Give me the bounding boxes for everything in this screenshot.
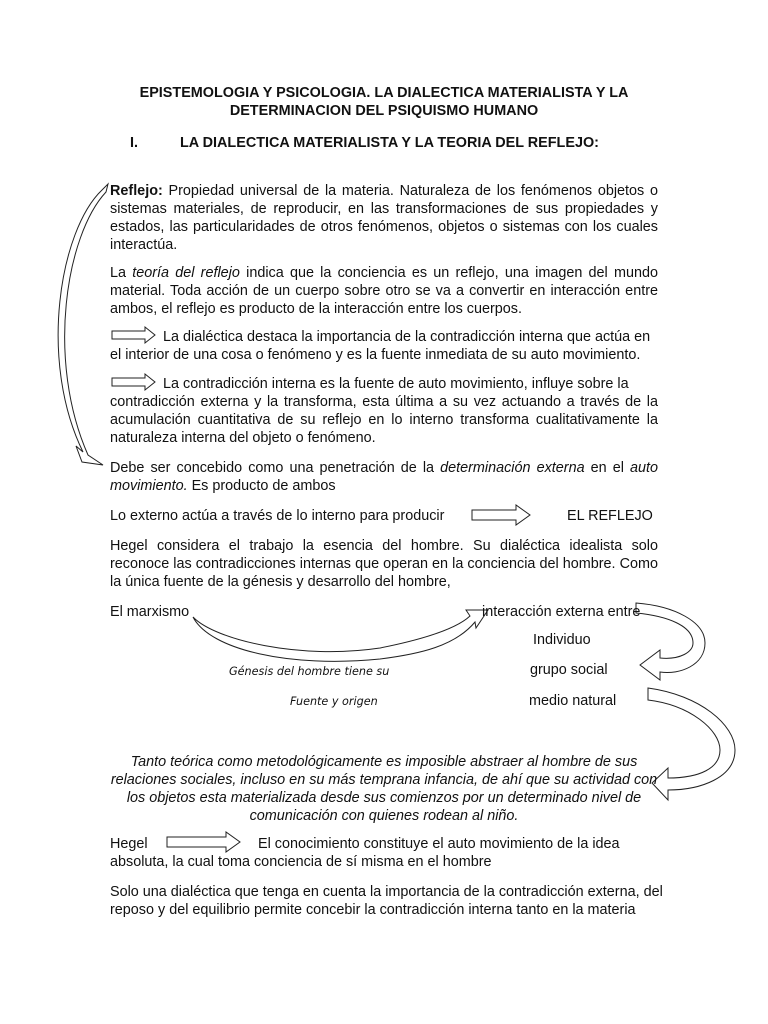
el-reflejo-label: EL REFLEJO bbox=[567, 508, 653, 524]
auto-movimiento: auto movimiento. bbox=[110, 460, 659, 494]
right-arrow-icon bbox=[167, 832, 240, 852]
paragraph-teoria bbox=[110, 264, 658, 318]
dialectica-final-line-1: Solo una dialéctica que tenga en cuenta la importancia de la contradicción externa, del bbox=[110, 884, 663, 900]
determinacion-externa: determinación externa bbox=[440, 460, 585, 476]
medio-natural-item: medio natural bbox=[529, 693, 617, 709]
curved-arrow-right-icon bbox=[636, 603, 705, 680]
conocimiento-second-line: absoluta, la cual toma conciencia de sí misma en el hombre bbox=[110, 854, 492, 870]
teoria-emphasis: teoría del reflejo bbox=[132, 265, 240, 281]
curved-arrow-bottom-icon bbox=[193, 610, 488, 661]
externo-line: Lo externo actúa a través de lo interno para producir bbox=[110, 508, 445, 524]
contradiccion-rest: contradicción externa y la transforma, esta última a su vez actuando a través de la acumulación cuantitativa de su reflejo en lo interno transforma cualitativamente la naturaleza interna del objeto o fenómeno. bbox=[110, 394, 658, 446]
section-heading: LA DIALECTICA MATERIALISTA Y LA TEORIA DEL REFLEJO: bbox=[180, 135, 599, 151]
grupo-social-item: grupo social bbox=[530, 662, 608, 678]
teoria-post: indica que la conciencia es un reflejo, una imagen del mundo material. Toda acción de un cuerpo sobre otro se va a convertir en interacción entre ambos, el reflejo es producto de la interacción entre los cuerpos. bbox=[110, 265, 658, 317]
genesis-note: Génesis del hombre tiene su bbox=[229, 665, 390, 678]
paragraph-hegel-trabajo: Hegel considera el trabajo la esencia del hombre. Su dialéctica idealista solo reconoce las contradicciones internas que operan en la conciencia del hombre. Como la única fuente de la génesis y desarrollo del hombre, bbox=[110, 538, 658, 590]
reflejo-definition: Propiedad universal de la materia. Naturaleza de los fenómenos objetos o sistemas materiales, de reproducir, en las transformaciones de sus propiedades y estados, las particularidades de otros fenómenos, objetos o sistemas con los cuales interactúa. bbox=[110, 183, 658, 253]
reflejo-label: Reflejo: bbox=[110, 183, 163, 199]
paragraph-debe-ser bbox=[110, 459, 658, 495]
quote-line-2: relaciones sociales, incluso en su más temprana infancia, de ahí que su actividad con bbox=[110, 772, 658, 788]
individuo-item: Individuo bbox=[533, 632, 591, 648]
teoria-pre: La bbox=[110, 265, 133, 281]
curved-arrow-left-icon bbox=[58, 184, 108, 465]
debe-ser-a: Debe ser concebido como una penetración de la bbox=[110, 460, 441, 476]
title-line-1: EPISTEMOLOGIA Y PSICOLOGIA. LA DIALECTICA MATERIALISTA Y LA bbox=[139, 85, 629, 101]
dialectica-first-line: La dialéctica destaca la importancia de la contradicción interna que actúa en bbox=[163, 329, 651, 345]
quote-line-4: comunicación con quienes rodean al niño. bbox=[249, 808, 519, 824]
debe-ser-c: Es producto de ambos bbox=[187, 478, 336, 494]
fuente-origen-note: Fuente y origen bbox=[290, 695, 378, 708]
dialectica-rest: el interior de una cosa o fenómeno y es la fuente inmediata de su auto movimiento. bbox=[110, 347, 641, 363]
contradiccion-first-line: La contradicción interna es la fuente de auto movimiento, influye sobre la bbox=[163, 376, 629, 392]
debe-ser-b: en el bbox=[584, 460, 630, 476]
right-arrow-icon bbox=[472, 505, 530, 525]
dialectica-final-line-2: reposo y del equilibrio permite concebir la contradicción interna tanto en la materia bbox=[110, 902, 636, 918]
title-line-2: DETERMINACION DEL PSIQUISMO HUMANO bbox=[229, 103, 539, 119]
conocimiento-first-line: El conocimiento constituye el auto movimiento de la idea bbox=[258, 836, 620, 852]
quote-line-3: los objetos esta materializada desde sus comienzos por un determinado nivel de bbox=[126, 790, 642, 806]
interaccion-label: interacción externa entre bbox=[482, 604, 641, 620]
hegel-label: Hegel bbox=[110, 836, 148, 852]
right-arrow-icon bbox=[112, 374, 155, 390]
marxismo-label: El marxismo bbox=[110, 604, 190, 620]
right-arrow-icon bbox=[112, 327, 155, 343]
quote-line-1: Tanto teórica como metodológicamente es imposible abstraer al hombre de sus bbox=[130, 754, 638, 770]
section-number: I. bbox=[130, 135, 138, 151]
paragraph-reflejo bbox=[110, 182, 658, 254]
